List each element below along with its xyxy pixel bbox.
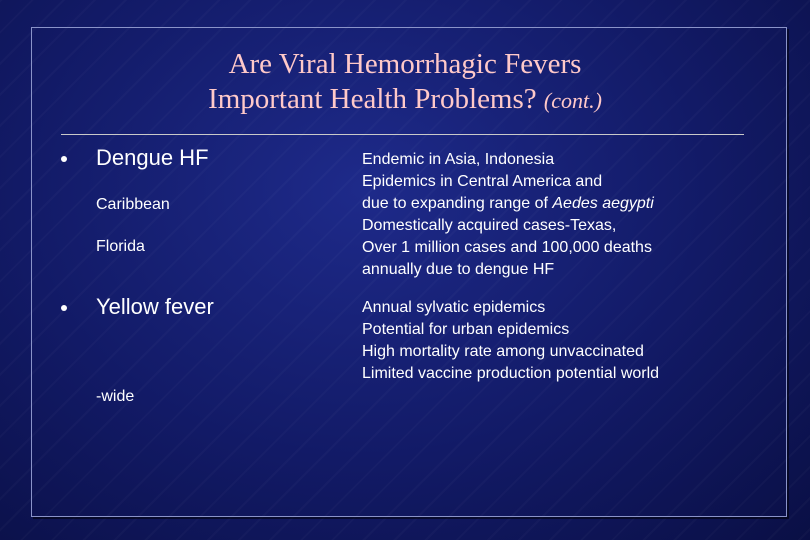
dengue-note-line: Over 1 million cases and 100,000 deaths bbox=[362, 239, 652, 256]
dengue-note-line: Domestically acquired cases-Texas, bbox=[362, 217, 617, 234]
yellow-fever-note-line: Annual sylvatic epidemics bbox=[362, 299, 546, 316]
dengue-sub-caribbean: Caribbean bbox=[96, 196, 170, 213]
dengue-note-text: due to expanding range of bbox=[362, 195, 553, 212]
bullet-dot-icon bbox=[61, 156, 67, 162]
dengue-note-line bbox=[362, 193, 654, 215]
yellow-fever-note-line: Limited vaccine production potential world bbox=[362, 365, 660, 382]
bullet-dot-icon bbox=[61, 305, 67, 311]
yellow-fever-heading: Yellow fever bbox=[96, 294, 214, 319]
species-name: Aedes aegypti bbox=[552, 195, 654, 212]
dengue-note-line: Epidemics in Central America and bbox=[362, 173, 603, 190]
slide-title-main: Important Health Problems? bbox=[208, 83, 537, 115]
yellow-fever-note-line: High mortality rate among unvaccinated bbox=[362, 343, 644, 360]
title-divider bbox=[61, 134, 744, 135]
yellow-fever-sub-wide: -wide bbox=[96, 388, 135, 405]
yellow-fever-notes bbox=[362, 297, 659, 385]
dengue-heading: Dengue HF bbox=[96, 145, 209, 170]
dengue-note-line: Endemic in Asia, Indonesia bbox=[362, 151, 555, 168]
slide-title-line1: Are Viral Hemorrhagic Fevers bbox=[228, 48, 582, 80]
yellow-fever-note-line: Potential for urban epidemics bbox=[362, 321, 570, 338]
dengue-sub-florida: Florida bbox=[96, 238, 145, 255]
dengue-notes bbox=[362, 149, 654, 281]
slide-title-line2 bbox=[0, 82, 810, 118]
slide-title-suffix: (cont.) bbox=[543, 88, 602, 113]
dengue-note-line: annually due to dengue HF bbox=[362, 261, 555, 278]
